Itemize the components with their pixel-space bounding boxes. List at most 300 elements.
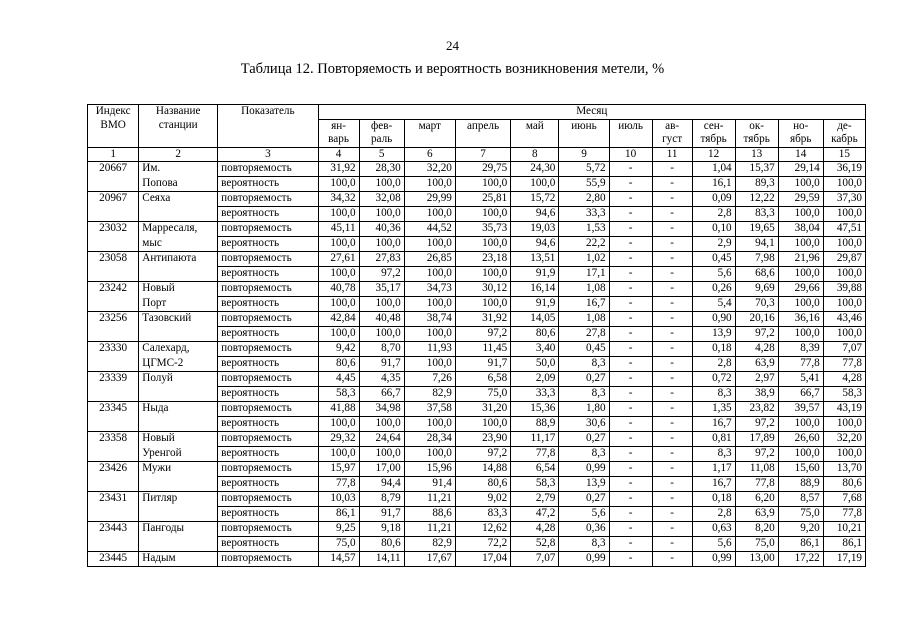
value-cell: 8,3	[559, 387, 609, 402]
indicator-label: вероятность	[218, 357, 318, 372]
value-cell: 75,0	[735, 537, 778, 552]
value-cell: 25,81	[455, 192, 510, 207]
value-cell: 44,52	[404, 222, 455, 237]
value-cell: -	[652, 207, 692, 222]
column-number: 9	[559, 147, 609, 162]
station-index: 23445	[88, 552, 139, 567]
value-cell: 77,8	[318, 477, 359, 492]
table-row	[88, 477, 866, 492]
value-cell: 75,0	[778, 507, 823, 522]
value-cell: 8,3	[559, 537, 609, 552]
value-cell: 100,0	[359, 237, 404, 252]
value-cell: 8,39	[778, 342, 823, 357]
value-cell: 80,6	[318, 357, 359, 372]
value-cell: 42,84	[318, 312, 359, 327]
value-cell: 100,0	[455, 297, 510, 312]
value-cell: 23,18	[455, 252, 510, 267]
column-number: 12	[692, 147, 735, 162]
value-cell: 63,9	[735, 507, 778, 522]
value-cell: -	[652, 552, 692, 567]
value-cell: 14,05	[511, 312, 559, 327]
value-cell: 11,93	[404, 342, 455, 357]
month-header: де- кабрь	[823, 119, 865, 147]
value-cell: 0,27	[559, 492, 609, 507]
value-cell: 13,70	[823, 462, 865, 477]
value-cell: 23,82	[735, 402, 778, 417]
value-cell: 94,1	[735, 237, 778, 252]
station-index-cont	[88, 507, 139, 522]
station-index-cont	[88, 447, 139, 462]
value-cell: 100,0	[404, 237, 455, 252]
value-cell: 94,6	[511, 237, 559, 252]
value-cell: 100,0	[455, 237, 510, 252]
value-cell: 27,61	[318, 252, 359, 267]
value-cell: -	[609, 342, 652, 357]
value-cell: 100,0	[404, 357, 455, 372]
value-cell: 1,80	[559, 402, 609, 417]
value-cell: 97,2	[359, 267, 404, 282]
value-cell: 28,34	[404, 432, 455, 447]
value-cell: 1,53	[559, 222, 609, 237]
value-cell: 100,0	[778, 417, 823, 432]
value-cell: 8,20	[735, 522, 778, 537]
value-cell: -	[609, 387, 652, 402]
blizzard-table	[87, 104, 866, 567]
station-index: 23358	[88, 432, 139, 447]
value-cell: 30,6	[559, 417, 609, 432]
value-cell: -	[652, 432, 692, 447]
value-cell: 8,70	[359, 342, 404, 357]
value-cell: 77,8	[511, 447, 559, 462]
value-cell: -	[609, 222, 652, 237]
value-cell: 33,3	[559, 207, 609, 222]
value-cell: -	[609, 162, 652, 177]
value-cell: 16,14	[511, 282, 559, 297]
column-number: 14	[778, 147, 823, 162]
value-cell: 5,72	[559, 162, 609, 177]
value-cell: 24,64	[359, 432, 404, 447]
value-cell: 7,07	[823, 342, 865, 357]
month-header: ав- густ	[652, 119, 692, 147]
value-cell: 43,19	[823, 402, 865, 417]
table-row	[88, 222, 866, 237]
value-cell: -	[609, 432, 652, 447]
value-cell: -	[652, 327, 692, 342]
value-cell: 63,9	[735, 357, 778, 372]
table-row	[88, 447, 866, 462]
value-cell: -	[652, 537, 692, 552]
table-row	[88, 162, 866, 177]
table-row	[88, 327, 866, 342]
indicator-label: вероятность	[218, 207, 318, 222]
column-number: 11	[652, 147, 692, 162]
value-cell: -	[609, 462, 652, 477]
value-cell: 100,0	[318, 297, 359, 312]
value-cell: -	[609, 237, 652, 252]
value-cell: -	[652, 492, 692, 507]
value-cell: 4,45	[318, 372, 359, 387]
value-cell: 100,0	[455, 267, 510, 282]
value-cell: 13,9	[559, 477, 609, 492]
value-cell: 36,16	[778, 312, 823, 327]
value-cell: 15,60	[778, 462, 823, 477]
value-cell: 17,19	[823, 552, 865, 567]
value-cell: 7,26	[404, 372, 455, 387]
station-index: 20667	[88, 162, 139, 177]
value-cell: 80,6	[455, 477, 510, 492]
value-cell: 9,20	[778, 522, 823, 537]
value-cell: 23,90	[455, 432, 510, 447]
station-name: Ныда	[139, 402, 218, 417]
station-index-cont	[88, 327, 139, 342]
value-cell: 1,35	[692, 402, 735, 417]
value-cell: -	[652, 507, 692, 522]
value-cell: 34,32	[318, 192, 359, 207]
value-cell: 100,0	[823, 297, 865, 312]
value-cell: 100,0	[511, 177, 559, 192]
value-cell: 38,74	[404, 312, 455, 327]
value-cell: 91,9	[511, 267, 559, 282]
indicator-label: повторяемость	[218, 252, 318, 267]
indicator-label: повторяемость	[218, 162, 318, 177]
value-cell: -	[609, 522, 652, 537]
station-name: Уренгой	[139, 447, 218, 462]
value-cell: 97,2	[735, 327, 778, 342]
value-cell: 34,98	[359, 402, 404, 417]
value-cell: 2,97	[735, 372, 778, 387]
indicator-label: повторяемость	[218, 222, 318, 237]
value-cell: 26,85	[404, 252, 455, 267]
value-cell: 38,9	[735, 387, 778, 402]
value-cell: -	[609, 207, 652, 222]
value-cell: 9,25	[318, 522, 359, 537]
value-cell: 100,0	[823, 177, 865, 192]
value-cell: 100,0	[359, 417, 404, 432]
value-cell: -	[652, 387, 692, 402]
value-cell: 0,81	[692, 432, 735, 447]
value-cell: 47,51	[823, 222, 865, 237]
value-cell: 47,2	[511, 507, 559, 522]
value-cell: 100,0	[778, 207, 823, 222]
value-cell: 38,04	[778, 222, 823, 237]
value-cell: 37,58	[404, 402, 455, 417]
value-cell: 29,99	[404, 192, 455, 207]
station-index: 23339	[88, 372, 139, 387]
value-cell: 83,3	[455, 507, 510, 522]
value-cell: 91,7	[359, 357, 404, 372]
value-cell: 29,32	[318, 432, 359, 447]
value-cell: -	[652, 162, 692, 177]
station-index-cont	[88, 237, 139, 252]
value-cell: 80,6	[511, 327, 559, 342]
indicator-label: вероятность	[218, 267, 318, 282]
header-indicator: Показатель	[218, 105, 318, 148]
value-cell: 0,27	[559, 432, 609, 447]
value-cell: 9,69	[735, 282, 778, 297]
value-cell: -	[609, 402, 652, 417]
value-cell: -	[609, 372, 652, 387]
value-cell: 21,96	[778, 252, 823, 267]
value-cell: 77,8	[823, 507, 865, 522]
value-cell: 8,79	[359, 492, 404, 507]
indicator-label: повторяемость	[218, 432, 318, 447]
value-cell: 0,45	[559, 342, 609, 357]
indicator-label: вероятность	[218, 477, 318, 492]
station-index: 23058	[88, 252, 139, 267]
value-cell: 86,1	[318, 507, 359, 522]
value-cell: -	[652, 402, 692, 417]
value-cell: 4,28	[511, 522, 559, 537]
value-cell: -	[652, 372, 692, 387]
value-cell: 17,04	[455, 552, 510, 567]
column-number: 3	[218, 147, 318, 162]
station-index: 23431	[88, 492, 139, 507]
value-cell: -	[609, 447, 652, 462]
value-cell: -	[609, 477, 652, 492]
value-cell: 91,7	[455, 357, 510, 372]
value-cell: 68,6	[735, 267, 778, 282]
indicator-label: повторяемость	[218, 492, 318, 507]
value-cell: 0,27	[559, 372, 609, 387]
value-cell: 82,9	[404, 537, 455, 552]
value-cell: 100,0	[359, 207, 404, 222]
value-cell: -	[652, 447, 692, 462]
table-row	[88, 192, 866, 207]
month-header: но- ябрь	[778, 119, 823, 147]
value-cell: 16,7	[559, 297, 609, 312]
column-number: 4	[318, 147, 359, 162]
value-cell: 97,2	[735, 417, 778, 432]
indicator-label: повторяемость	[218, 312, 318, 327]
value-cell: 0,45	[692, 252, 735, 267]
value-cell: 50,0	[511, 357, 559, 372]
station-name	[139, 327, 218, 342]
indicator-label: повторяемость	[218, 192, 318, 207]
value-cell: 11,45	[455, 342, 510, 357]
value-cell: 100,0	[404, 207, 455, 222]
table-row	[88, 357, 866, 372]
value-cell: 31,20	[455, 402, 510, 417]
table-row	[88, 177, 866, 192]
station-name: ЦГМС-2	[139, 357, 218, 372]
value-cell: -	[609, 327, 652, 342]
value-cell: 32,20	[404, 162, 455, 177]
station-index: 23426	[88, 462, 139, 477]
month-header: апрель	[455, 119, 510, 147]
value-cell: 100,0	[455, 417, 510, 432]
table-row	[88, 207, 866, 222]
value-cell: 2,8	[692, 357, 735, 372]
value-cell: 100,0	[778, 447, 823, 462]
value-cell: 13,51	[511, 252, 559, 267]
value-cell: 100,0	[359, 327, 404, 342]
value-cell: 100,0	[318, 447, 359, 462]
station-index-cont	[88, 297, 139, 312]
table-row	[88, 522, 866, 537]
value-cell: -	[652, 522, 692, 537]
station-name: Мужи	[139, 462, 218, 477]
value-cell: 100,0	[359, 177, 404, 192]
table-row	[88, 282, 866, 297]
month-header: март	[404, 119, 455, 147]
table-row	[88, 342, 866, 357]
value-cell: -	[652, 252, 692, 267]
column-number-row	[88, 147, 866, 162]
value-cell: 94,6	[511, 207, 559, 222]
value-cell: 13,9	[692, 327, 735, 342]
value-cell: 2,09	[511, 372, 559, 387]
table-row	[88, 417, 866, 432]
value-cell: -	[652, 312, 692, 327]
value-cell: -	[609, 297, 652, 312]
value-cell: 5,6	[692, 267, 735, 282]
indicator-label: повторяемость	[218, 522, 318, 537]
value-cell: 13,00	[735, 552, 778, 567]
value-cell: 24,30	[511, 162, 559, 177]
value-cell: 58,3	[318, 387, 359, 402]
value-cell: 1,08	[559, 312, 609, 327]
value-cell: 8,3	[559, 447, 609, 462]
value-cell: 1,17	[692, 462, 735, 477]
station-name	[139, 207, 218, 222]
value-cell: 0,18	[692, 342, 735, 357]
value-cell: 12,22	[735, 192, 778, 207]
value-cell: -	[652, 357, 692, 372]
value-cell: 6,58	[455, 372, 510, 387]
station-index: 23330	[88, 342, 139, 357]
value-cell: 14,57	[318, 552, 359, 567]
value-cell: 29,87	[823, 252, 865, 267]
station-name	[139, 477, 218, 492]
value-cell: 100,0	[455, 177, 510, 192]
value-cell: 6,54	[511, 462, 559, 477]
value-cell: 17,67	[404, 552, 455, 567]
value-cell: 15,97	[318, 462, 359, 477]
station-name: Полуй	[139, 372, 218, 387]
value-cell: -	[609, 267, 652, 282]
value-cell: 86,1	[778, 537, 823, 552]
value-cell: 22,2	[559, 237, 609, 252]
station-name: Новый	[139, 282, 218, 297]
table-row	[88, 552, 866, 567]
value-cell: 75,0	[318, 537, 359, 552]
table-row	[88, 252, 866, 267]
indicator-label: вероятность	[218, 237, 318, 252]
value-cell: 100,0	[318, 417, 359, 432]
station-name	[139, 267, 218, 282]
value-cell: -	[609, 192, 652, 207]
value-cell: 4,28	[823, 372, 865, 387]
value-cell: -	[652, 297, 692, 312]
value-cell: -	[609, 552, 652, 567]
indicator-label: повторяемость	[218, 462, 318, 477]
column-number: 10	[609, 147, 652, 162]
value-cell: 39,88	[823, 282, 865, 297]
value-cell: 7,98	[735, 252, 778, 267]
header-month: Месяц	[318, 105, 865, 120]
value-cell: 31,92	[318, 162, 359, 177]
value-cell: 100,0	[823, 237, 865, 252]
value-cell: -	[609, 507, 652, 522]
value-cell: 77,8	[778, 357, 823, 372]
value-cell: 3,40	[511, 342, 559, 357]
station-index-cont	[88, 207, 139, 222]
month-header: фев- раль	[359, 119, 404, 147]
value-cell: -	[652, 417, 692, 432]
value-cell: -	[609, 537, 652, 552]
indicator-label: повторяемость	[218, 402, 318, 417]
table-body	[88, 162, 866, 567]
value-cell: 15,96	[404, 462, 455, 477]
table-row	[88, 267, 866, 282]
value-cell: 91,7	[359, 507, 404, 522]
value-cell: 19,65	[735, 222, 778, 237]
value-cell: 100,0	[318, 327, 359, 342]
station-name	[139, 507, 218, 522]
value-cell: 100,0	[318, 177, 359, 192]
value-cell: 11,21	[404, 492, 455, 507]
value-cell: 88,9	[511, 417, 559, 432]
value-cell: 2,8	[692, 507, 735, 522]
value-cell: 33,3	[511, 387, 559, 402]
table-caption: Таблица 12. Повторяемость и вероятность возникновения метели, %	[240, 61, 665, 77]
station-index: 23032	[88, 222, 139, 237]
value-cell: 91,9	[511, 297, 559, 312]
value-cell: 6,20	[735, 492, 778, 507]
station-name: Новый	[139, 432, 218, 447]
indicator-label: повторяемость	[218, 282, 318, 297]
value-cell: 100,0	[404, 417, 455, 432]
value-cell: 72,2	[455, 537, 510, 552]
table-row	[88, 312, 866, 327]
value-cell: 15,36	[511, 402, 559, 417]
value-cell: 100,0	[318, 267, 359, 282]
value-cell: 97,2	[455, 327, 510, 342]
value-cell: 11,08	[735, 462, 778, 477]
indicator-label: вероятность	[218, 177, 318, 192]
month-header: май	[511, 119, 559, 147]
value-cell: 80,6	[359, 537, 404, 552]
value-cell: 8,3	[559, 357, 609, 372]
table-row	[88, 237, 866, 252]
value-cell: 88,9	[778, 477, 823, 492]
month-header: ян- варь	[318, 119, 359, 147]
column-number: 13	[735, 147, 778, 162]
value-cell: -	[652, 462, 692, 477]
station-name: Попова	[139, 177, 218, 192]
value-cell: 36,19	[823, 162, 865, 177]
value-cell: 37,30	[823, 192, 865, 207]
indicator-label: повторяемость	[218, 342, 318, 357]
indicator-label: вероятность	[218, 447, 318, 462]
value-cell: 45,11	[318, 222, 359, 237]
value-cell: 88,6	[404, 507, 455, 522]
value-cell: 32,20	[823, 432, 865, 447]
value-cell: 16,7	[692, 417, 735, 432]
value-cell: 31,92	[455, 312, 510, 327]
station-name: Пангоды	[139, 522, 218, 537]
value-cell: 39,57	[778, 402, 823, 417]
value-cell: 17,1	[559, 267, 609, 282]
value-cell: 20,16	[735, 312, 778, 327]
value-cell: 0,99	[559, 552, 609, 567]
value-cell: -	[652, 222, 692, 237]
value-cell: 12,62	[455, 522, 510, 537]
value-cell: 2,79	[511, 492, 559, 507]
value-cell: 55,9	[559, 177, 609, 192]
value-cell: -	[609, 177, 652, 192]
value-cell: 80,6	[823, 477, 865, 492]
